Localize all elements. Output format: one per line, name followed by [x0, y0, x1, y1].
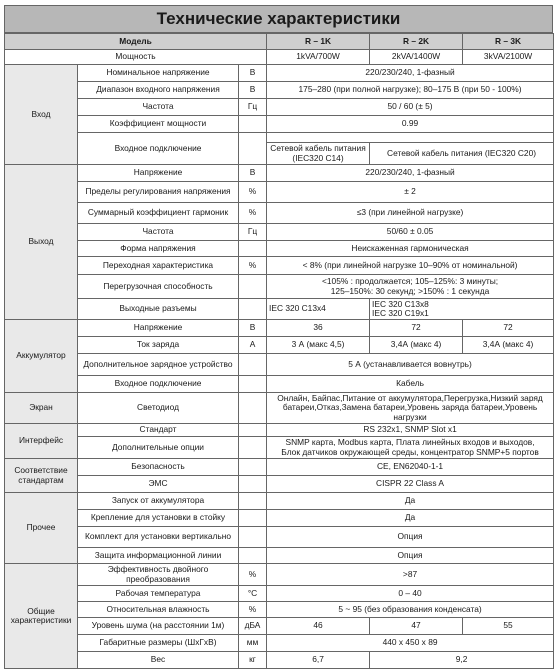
row-unit: [239, 493, 267, 510]
row-unit: %: [239, 257, 267, 275]
row-value: RS 232x1, SNMP Slot x1: [267, 424, 554, 437]
row-value: Опция: [267, 548, 554, 564]
row-value-1k: 36: [267, 320, 370, 337]
row-label: Частота: [78, 99, 239, 116]
table-row: [5, 635, 554, 652]
row-unit: [239, 424, 267, 437]
row-label: Рабочая температура: [78, 586, 239, 602]
row-unit: [239, 376, 267, 393]
table-row: [5, 320, 554, 337]
overload-line-1: <105% : продолжается; 105–125%: 3 минуты;: [321, 276, 499, 287]
table-row: [5, 203, 554, 224]
row-unit: %: [239, 564, 267, 586]
table-header-row: [5, 34, 554, 50]
row-value: Онлайн, Байпас,Питание от аккумулятора,Перегрузка,Низкий заряд батареи,Отказ,Замена батареи,Уровень заряда батареи,Уровень нагрузки: [267, 393, 554, 424]
table-row: [5, 182, 554, 203]
row-label: Напряжение: [78, 165, 239, 182]
row-unit: [239, 393, 267, 424]
row-label: Габаритные размеры (ШхГхВ): [78, 635, 239, 652]
row-label: Входное подключение: [78, 133, 239, 165]
category-output: Выход: [5, 165, 78, 320]
power-label: Мощность: [5, 50, 267, 65]
row-value: [267, 437, 554, 459]
row-unit: А: [239, 337, 267, 354]
row-value: < 8% (при линейной нагрузке 10–90% от номинальной): [267, 257, 554, 275]
table-row: [5, 376, 554, 393]
overload-line-2: 125–150%: 30 секунд; >150% : 1 секунда: [330, 285, 490, 296]
row-value: ≤3 (при линейной нагрузке): [267, 203, 554, 224]
row-value: ± 2: [267, 182, 554, 203]
table-row: [5, 257, 554, 275]
table-row: [5, 82, 554, 99]
row-unit: [239, 116, 267, 133]
category-interface: Интерфейс: [5, 424, 78, 459]
row-unit: [239, 133, 267, 165]
row-label: Относительная влажность: [78, 602, 239, 618]
row-value-1k: 6,7: [267, 652, 370, 669]
row-label: Вес: [78, 652, 239, 669]
table-row: [5, 602, 554, 618]
row-value: Кабель: [267, 376, 554, 393]
table-row: [5, 65, 554, 82]
row-value: Опция: [267, 527, 554, 548]
row-value: 220/230/240, 1-фазный: [267, 165, 554, 182]
row-label: Эффективность двойного преобразования: [78, 564, 239, 586]
row-label: Напряжение: [78, 320, 239, 337]
spec-table: [4, 33, 554, 669]
power-r2k: 2kVA/1400W: [370, 50, 463, 65]
row-label: Стандарт: [78, 424, 239, 437]
power-r3k: 3kVA/2100W: [463, 50, 554, 65]
row-value: 220/230/240, 1-фазный: [267, 65, 554, 82]
row-label: Дополнительное зарядное устройство: [78, 354, 239, 376]
row-value-1k: 3 А (макс 4,5): [267, 337, 370, 354]
row-unit: В: [239, 320, 267, 337]
row-value-1k: IEC 320 C13x4: [267, 299, 370, 320]
row-unit: °C: [239, 586, 267, 602]
row-value-3k: 3,4А (макс 4): [463, 337, 554, 354]
table-row: [5, 393, 554, 424]
power-r1k: 1kVA/700W: [267, 50, 370, 65]
row-value-23k: [370, 299, 554, 320]
table-row: [5, 586, 554, 602]
row-value-1k: 46: [267, 618, 370, 635]
header-model: Модель: [5, 34, 267, 50]
row-label: Выходные разъемы: [78, 299, 239, 320]
row-unit: Гц: [239, 224, 267, 241]
table-row: [5, 224, 554, 241]
row-label: Форма напряжения: [78, 241, 239, 257]
row-unit: %: [239, 203, 267, 224]
header-r2k: R – 2K: [370, 34, 463, 50]
category-general: Общие характеристики: [5, 564, 78, 669]
row-spacer: [267, 133, 554, 143]
table-row: [5, 275, 554, 299]
row-label: Входное подключение: [78, 376, 239, 393]
row-unit: [239, 299, 267, 320]
row-unit: %: [239, 182, 267, 203]
row-value: 0 – 40: [267, 586, 554, 602]
row-unit: [239, 527, 267, 548]
row-label: Уровень шума (на расстоянии 1м): [78, 618, 239, 635]
table-row: [5, 99, 554, 116]
row-label: Защита информационной линии: [78, 548, 239, 564]
row-label: Дополнительные опции: [78, 437, 239, 459]
row-label: Крепление для установки в стойку: [78, 510, 239, 527]
table-row: [5, 299, 554, 320]
page-title: Технические характеристики: [4, 5, 553, 33]
category-compliance: Соответствие стандартам: [5, 459, 78, 493]
row-label: Номинальное напряжение: [78, 65, 239, 82]
socket-line-2: IEC 320 C19x1: [372, 308, 429, 318]
row-unit: [239, 548, 267, 564]
row-unit: [239, 354, 267, 376]
row-value-3k: 72: [463, 320, 554, 337]
table-row: [5, 459, 554, 476]
table-row: [5, 337, 554, 354]
table-row: [5, 564, 554, 586]
row-value: 50/60 ± 0.05: [267, 224, 554, 241]
row-value: Неискаженная гармоническая: [267, 241, 554, 257]
row-unit: В: [239, 82, 267, 99]
row-value: Да: [267, 510, 554, 527]
options-line-1: SNMP карта, Modbus карта, Плата линейных входов и выходов,: [285, 437, 535, 448]
row-value-2k: 3,4А (макс 4): [370, 337, 463, 354]
row-value: CE, EN62040-1-1: [267, 459, 554, 476]
table-row: [5, 424, 554, 437]
table-row: [5, 618, 554, 635]
table-row: [5, 165, 554, 182]
row-label: Переходная характеристика: [78, 257, 239, 275]
row-unit: [239, 275, 267, 299]
row-value: 50 / 60 (± 5): [267, 99, 554, 116]
row-value-3k: 55: [463, 618, 554, 635]
table-row: [5, 527, 554, 548]
row-label: Ток заряда: [78, 337, 239, 354]
row-unit: [239, 510, 267, 527]
table-row: [5, 476, 554, 493]
row-value: 5 А (устанавливается вовнутрь): [267, 354, 554, 376]
category-battery: Аккумулятор: [5, 320, 78, 393]
row-label: Запуск от аккумулятора: [78, 493, 239, 510]
table-row: [5, 241, 554, 257]
row-unit: %: [239, 602, 267, 618]
row-unit: [239, 476, 267, 493]
row-unit: кг: [239, 652, 267, 669]
category-other: Прочее: [5, 493, 78, 564]
row-unit: мм: [239, 635, 267, 652]
header-r1k: R – 1K: [267, 34, 370, 50]
row-unit: [239, 241, 267, 257]
table-row: [5, 652, 554, 669]
row-unit: В: [239, 165, 267, 182]
row-value: Да: [267, 493, 554, 510]
row-label: Комплект для установки вертикально: [78, 527, 239, 548]
table-row: [5, 133, 554, 143]
row-label: Частота: [78, 224, 239, 241]
table-row: [5, 116, 554, 133]
socket-line-1: IEC 320 C13x8: [372, 298, 429, 309]
table-row: [5, 437, 554, 459]
row-label: Безопасность: [78, 459, 239, 476]
header-r3k: R – 3K: [463, 34, 554, 50]
row-value: >87: [267, 564, 554, 586]
row-unit: дБА: [239, 618, 267, 635]
table-row: [5, 354, 554, 376]
row-value: 440 x 450 x 89: [267, 635, 554, 652]
row-label: Суммарный коэффициент гармоник: [78, 203, 239, 224]
row-unit: Гц: [239, 99, 267, 116]
table-row: [5, 510, 554, 527]
row-value-2k: 47: [370, 618, 463, 635]
category-input: Вход: [5, 65, 78, 165]
row-label: Диапазон входного напряжения: [78, 82, 239, 99]
row-value: [267, 275, 554, 299]
row-value: 5 ~ 95 (без образования конденсата): [267, 602, 554, 618]
row-value: 0.99: [267, 116, 554, 133]
row-value-2k: 72: [370, 320, 463, 337]
row-value-23k: Сетевой кабель питания (IEC320 C20): [370, 143, 554, 165]
row-label: Пределы регулирования напряжения: [78, 182, 239, 203]
row-label: Перегрузочная способность: [78, 275, 239, 299]
row-label: Светодиод: [78, 393, 239, 424]
row-value-23k: 9,2: [370, 652, 554, 669]
table-row: [5, 50, 554, 65]
row-unit: [239, 459, 267, 476]
row-label: Коэффициент мощности: [78, 116, 239, 133]
row-value: CISPR 22 Class A: [267, 476, 554, 493]
row-unit: В: [239, 65, 267, 82]
row-unit: [239, 437, 267, 459]
options-line-2: Блок датчиков окружающей среды, концентратор SNMP+5 портов: [281, 446, 539, 457]
category-screen: Экран: [5, 393, 78, 424]
table-row: [5, 548, 554, 564]
row-value: 175–280 (при полной нагрузке); 80–175 В (при 50 - 100%): [267, 82, 554, 99]
row-value-1k: Сетевой кабель питания (IEC320 C14): [267, 143, 370, 165]
row-label: ЭМС: [78, 476, 239, 493]
table-row: [5, 493, 554, 510]
